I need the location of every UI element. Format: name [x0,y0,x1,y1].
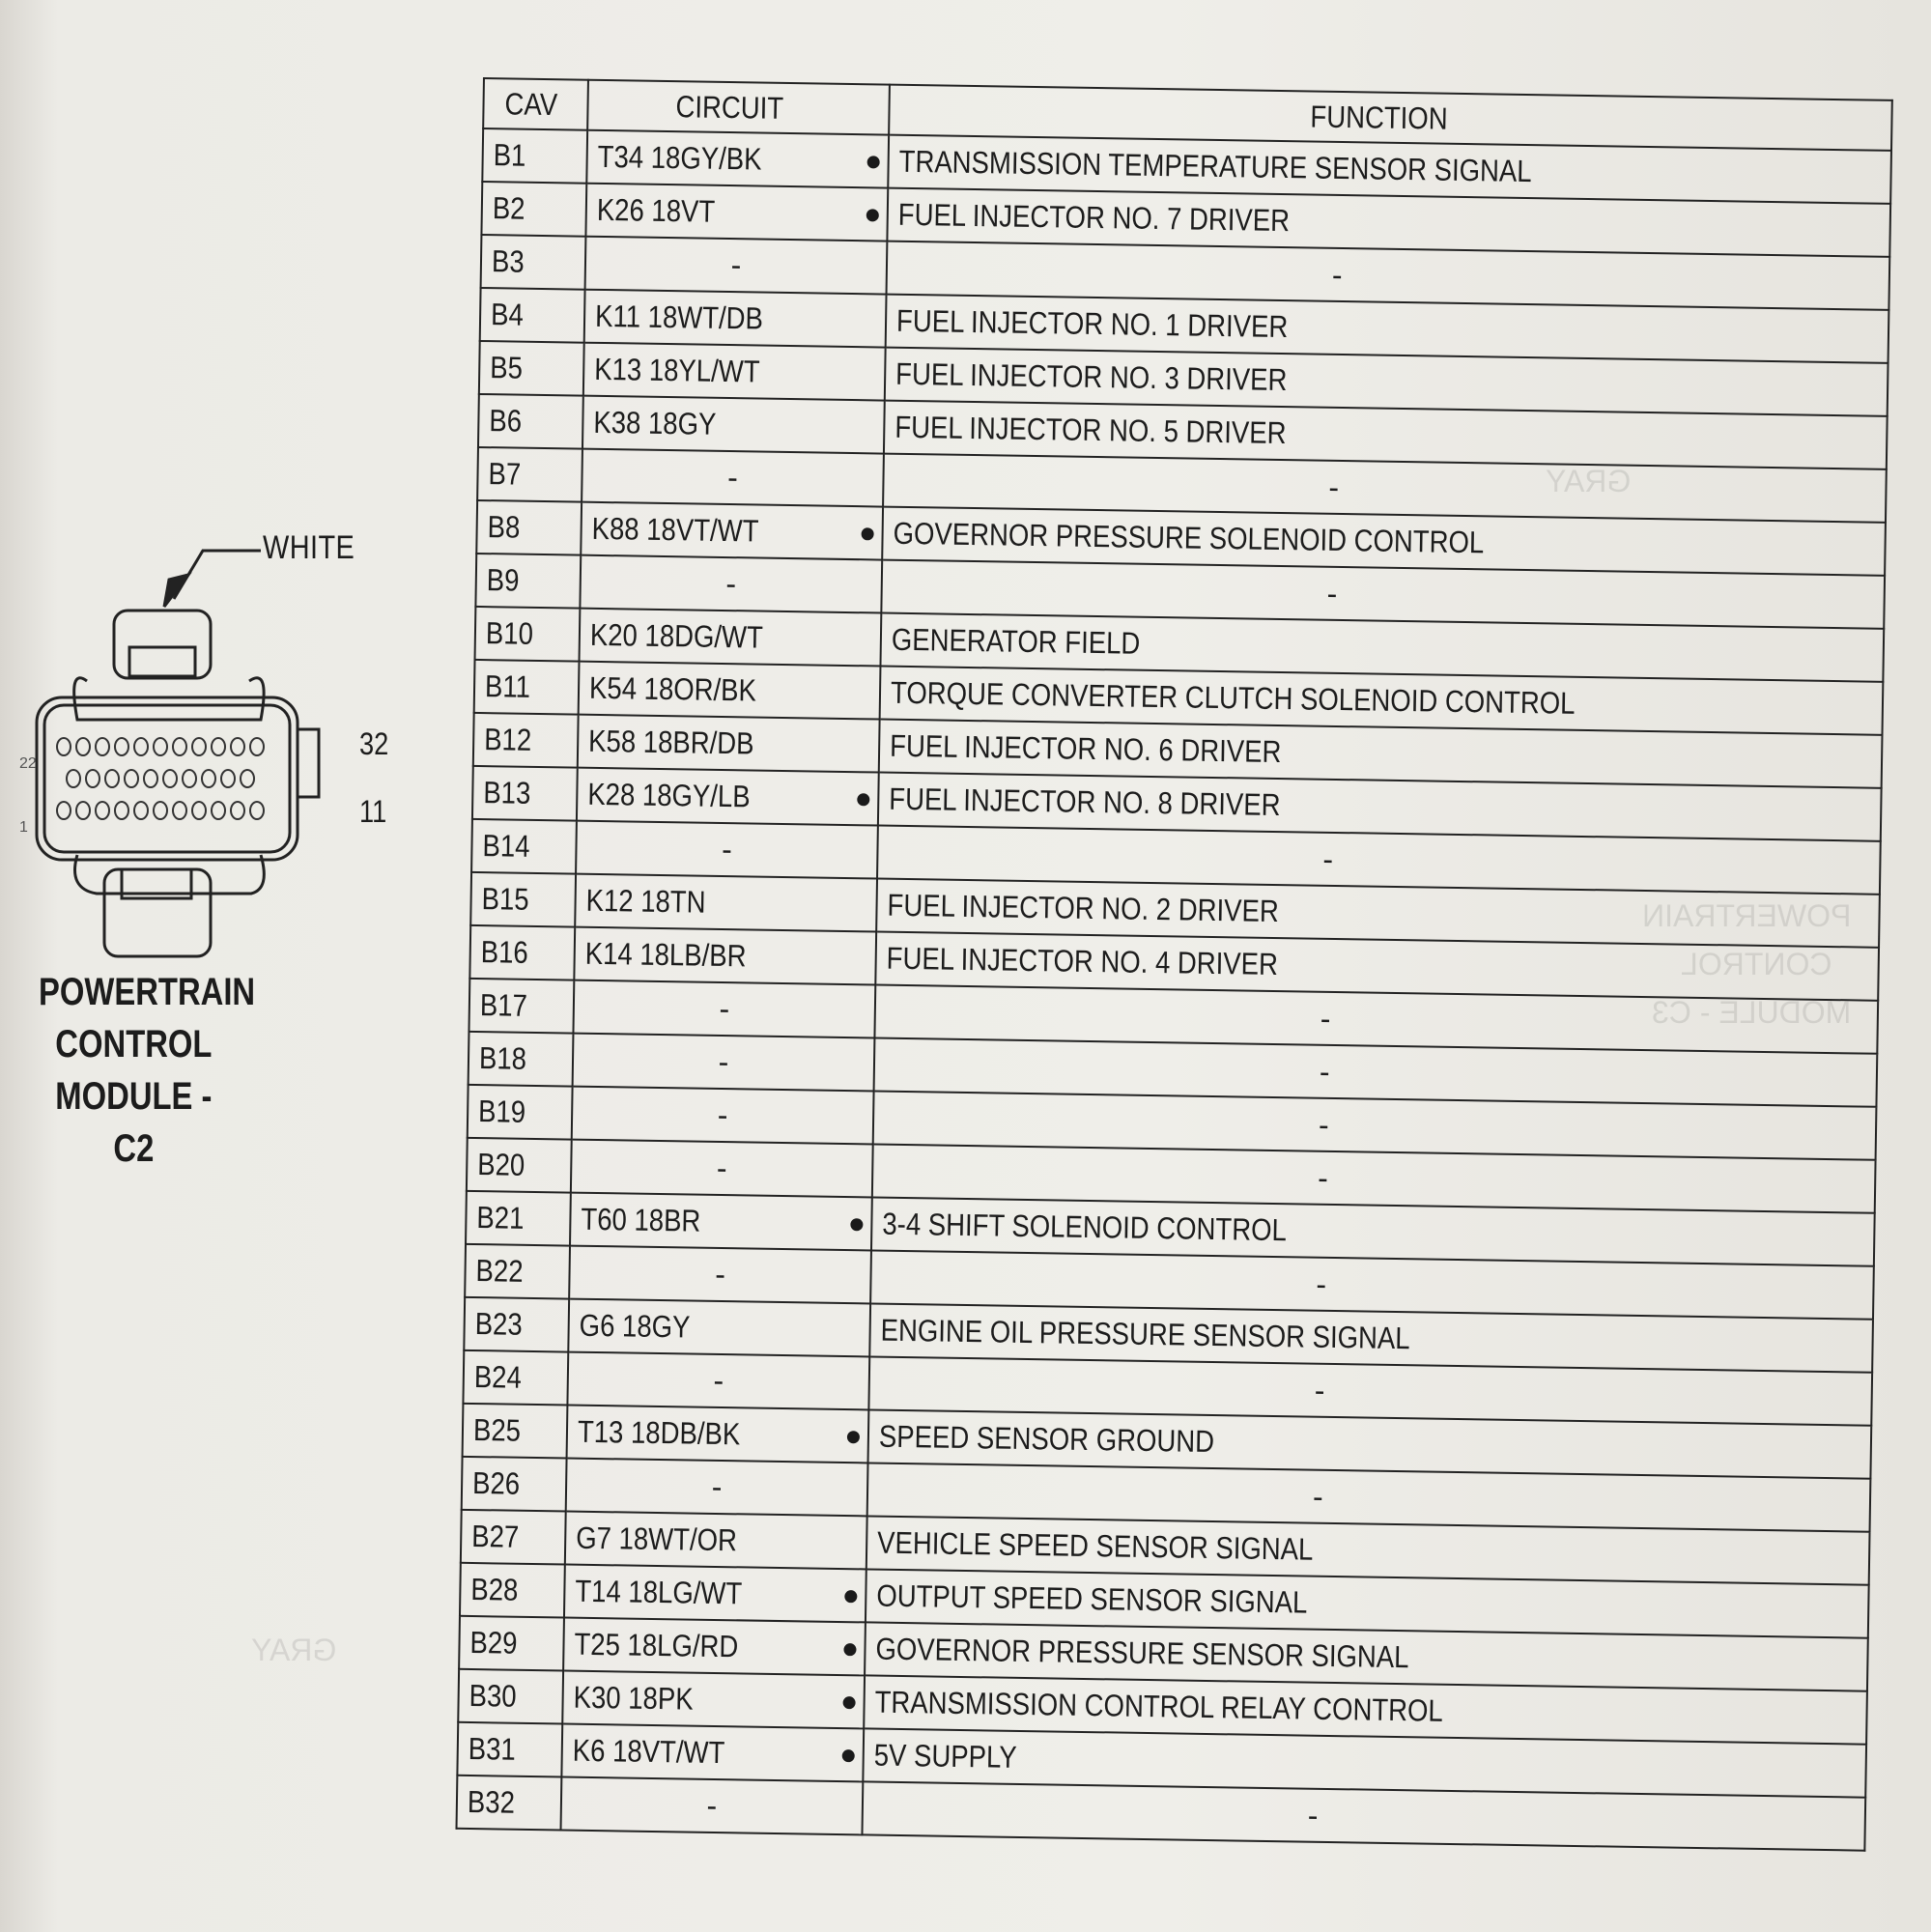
module-title [39,966,256,1175]
cell-cav: B1 [482,128,587,184]
cell-cav: B30 [458,1669,563,1724]
cell-function: - [870,1250,1874,1319]
bleed-through-title-1: POWERTRAIN [1642,898,1852,933]
cell-cav: B22 [465,1244,570,1299]
cell-cav: B6 [478,394,583,449]
cell-cav: B19 [468,1085,573,1140]
pin-number-11: 11 [359,794,387,829]
cell-circuit: - [571,1140,873,1198]
bleed-through-gray: GRAY [1546,464,1632,498]
pin-number-22: 22 [19,755,37,772]
cell-function: FUEL INJECTOR NO. 7 DRIVER [887,188,1890,257]
table-body [457,128,1891,1851]
cell-function: - [868,1356,1872,1425]
cell-cav: B15 [470,872,576,927]
cell-circuit: - [576,821,878,879]
cell-function: - [874,984,1878,1053]
cell-function: GOVERNOR PRESSURE SOLENOID CONTROL [882,507,1886,576]
bleed-through-gray-2: GRAY [251,1633,337,1667]
cell-function: - [883,454,1887,523]
header-circuit: CIRCUIT [587,80,890,135]
pinout-table [456,77,1893,1852]
cell-circuit: T13 18DB/BK [567,1406,869,1463]
module-title-line-1: POWERTRAIN [39,971,256,1013]
cell-function: FUEL INJECTOR NO. 3 DRIVER [885,348,1888,416]
cell-function: - [877,826,1881,895]
cell-function: GOVERNOR PRESSURE SENSOR SIGNAL [865,1622,1868,1690]
bullet-dot-icon [847,1431,860,1443]
cell-circuit: K14 18LB/BR [574,927,876,985]
cell-cav: B27 [461,1510,566,1565]
cell-function: FUEL INJECTOR NO. 8 DRIVER [878,773,1882,841]
cell-cav: B24 [463,1350,568,1406]
cell-circuit: K11 18WT/DB [584,290,887,348]
cell-function: GENERATOR FIELD [880,613,1884,682]
cell-circuit: K12 18TN [575,874,877,932]
cell-function: - [872,1144,1876,1212]
cell-function: FUEL INJECTOR NO. 6 DRIVER [879,720,1883,788]
connector-color-label: WHITE [263,529,355,566]
cell-circuit: - [567,1352,869,1410]
cell-cav: B9 [475,554,581,609]
cell-circuit: K28 18GY/LB [577,768,879,826]
cell-circuit: - [566,1459,868,1517]
cell-function: FUEL INJECTOR NO. 2 DRIVER [876,879,1880,948]
cell-circuit: K38 18GY [582,396,885,454]
header-function: FUNCTION [889,85,1892,151]
cell-circuit: - [573,1034,875,1092]
cell-circuit: - [573,980,875,1038]
cell-function: TRANSMISSION CONTROL RELAY CONTROL [864,1675,1867,1744]
bleed-through-title-3: MODULE - C3 [1652,995,1852,1030]
bullet-dot-icon [867,156,880,168]
cell-cav: B7 [477,447,582,502]
cell-cav: B11 [474,660,580,715]
cell-function: - [867,1463,1871,1531]
cell-cav: B32 [457,1776,562,1831]
cell-cav: B20 [467,1138,572,1193]
module-title-line-2: CONTROL [55,1023,213,1065]
header-cav: CAV [483,78,588,130]
cell-function: ENGINE OIL PRESSURE SENSOR SIGNAL [869,1303,1873,1372]
cell-circuit: K13 18YL/WT [583,343,886,401]
cell-function: 3-4 SHIFT SOLENOID CONTROL [871,1197,1875,1265]
cell-cav: B4 [480,288,585,343]
bullet-dot-icon [843,1696,856,1709]
cell-function: OUTPUT SPEED SENSOR SIGNAL [866,1569,1869,1637]
cell-circuit: K58 18BR/DB [578,715,880,773]
cell-function: - [873,1091,1877,1159]
bullet-dot-icon [862,527,874,540]
cell-circuit: - [572,1087,874,1145]
cell-function: - [862,1781,1865,1850]
cell-circuit: T25 18LG/RD [563,1618,866,1676]
bullet-dot-icon [843,1643,856,1656]
cell-cav: B13 [472,766,578,821]
cell-function: - [881,560,1885,629]
cell-circuit: - [582,449,884,507]
bleed-through-title-2: CONTROL [1681,947,1832,981]
cell-circuit: K6 18VT/WT [561,1724,864,1782]
cell-circuit: T34 18GY/BK [586,130,889,188]
cell-circuit: - [561,1776,864,1834]
cell-function: - [887,242,1890,310]
cell-cav: B18 [469,1032,574,1087]
cell-function: FUEL INJECTOR NO. 1 DRIVER [886,295,1889,363]
cell-cav: B23 [464,1297,569,1352]
cell-cav: B26 [462,1457,567,1512]
bullet-dot-icon [850,1218,863,1231]
cell-cav: B3 [481,235,586,290]
cell-function: FUEL INJECTOR NO. 4 DRIVER [875,932,1879,1001]
cell-circuit: K26 18VT [585,184,888,242]
cell-function: TORQUE CONVERTER CLUTCH SOLENOID CONTROL [880,667,1884,735]
cell-function: SPEED SENSOR GROUND [868,1409,1872,1478]
cell-cav: B5 [479,341,584,396]
cell-cav: B10 [475,607,581,662]
cell-cav: B12 [473,713,579,768]
cell-circuit: G7 18WT/OR [565,1512,867,1570]
cell-cav: B21 [466,1191,571,1246]
cell-circuit: T14 18LG/WT [564,1565,866,1623]
cell-cav: B28 [460,1563,565,1618]
bullet-dot-icon [866,209,879,221]
cell-cav: B29 [459,1616,564,1671]
cell-circuit: K20 18DG/WT [580,609,882,667]
pin-number-1: 1 [19,819,28,836]
cell-cav: B8 [476,500,582,555]
module-title-line-3: MODULE - C2 [55,1075,213,1170]
cell-function: FUEL INJECTOR NO. 5 DRIVER [884,401,1888,469]
cell-cav: B14 [471,819,577,874]
bullet-dot-icon [844,1590,857,1603]
cell-function: - [874,1037,1878,1106]
pinout-table-container [455,77,1893,1867]
cell-function: TRANSMISSION TEMPERATURE SENSOR SIGNAL [888,135,1891,204]
cell-circuit: K54 18OR/BK [579,662,881,720]
bullet-dot-icon [857,793,869,806]
cell-cav: B17 [469,979,574,1034]
cell-circuit: - [569,1246,871,1304]
cell-cav: B31 [457,1722,562,1777]
cell-cav: B2 [481,182,586,237]
cell-cav: B16 [469,925,575,980]
cell-function: VEHICLE SPEED SENSOR SIGNAL [866,1516,1870,1584]
cell-circuit: T60 18BR [570,1193,872,1251]
cell-circuit: K30 18PK [562,1671,865,1729]
cell-function: 5V SUPPLY [863,1728,1866,1797]
cell-circuit: K88 18VT/WT [581,502,883,560]
pin-number-32: 32 [359,726,389,761]
cell-circuit: G6 18GY [568,1299,870,1357]
cell-circuit: - [580,555,882,613]
bullet-dot-icon [842,1749,855,1762]
cell-circuit: - [585,237,888,295]
cell-cav: B25 [463,1404,568,1459]
